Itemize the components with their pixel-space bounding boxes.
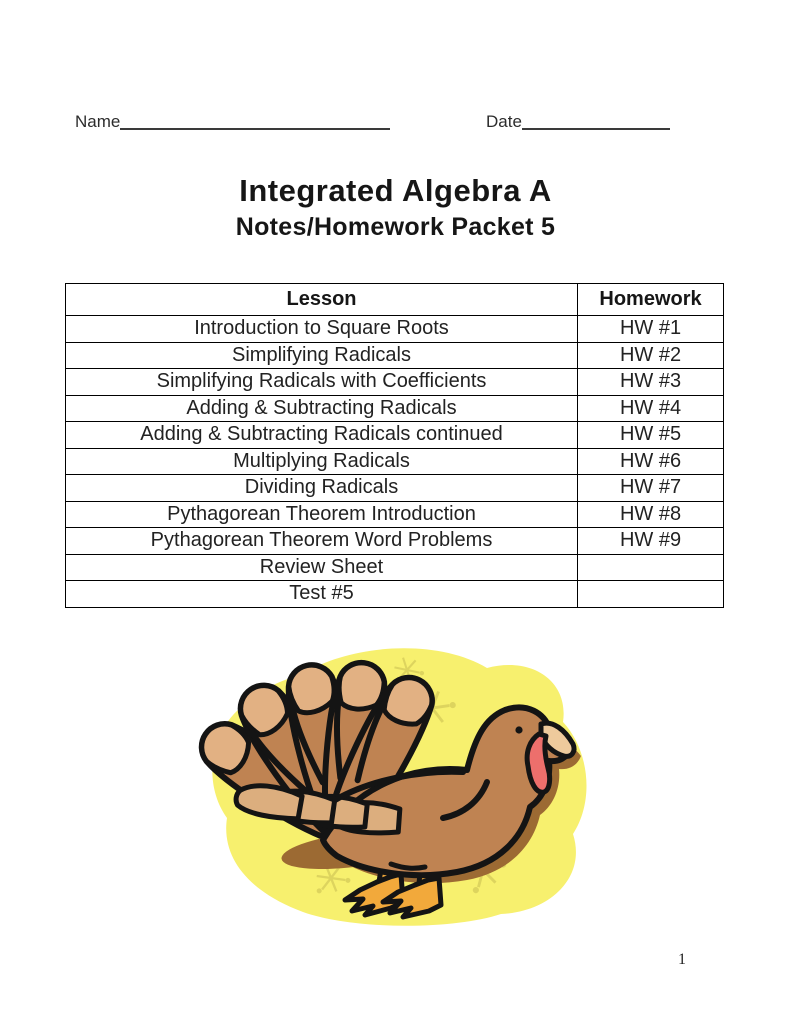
lesson-cell: Introduction to Square Roots [66,316,578,343]
table-row [66,581,724,608]
header-fill-row [0,112,791,138]
name-blank-line [120,112,390,130]
lesson-table [65,283,724,608]
lesson-cell: Test #5 [66,581,578,608]
lesson-column-header: Lesson [66,284,578,316]
lesson-cell: Simplifying Radicals with Coefficients [66,369,578,396]
table-row [66,422,724,449]
table-row [66,448,724,475]
title-block [0,172,791,242]
name-field [75,112,390,132]
lesson-cell: Pythagorean Theorem Introduction [66,501,578,528]
homework-cell: HW #8 [578,501,724,528]
table-row [66,554,724,581]
lesson-cell: Adding & Subtracting Radicals [66,395,578,422]
name-label: Name [75,112,121,131]
homework-cell: HW #9 [578,528,724,555]
table-row [66,395,724,422]
date-blank-line [522,112,670,130]
homework-cell: HW #6 [578,448,724,475]
eye [515,726,522,733]
homework-cell: HW #1 [578,316,724,343]
lesson-cell: Multiplying Radicals [66,448,578,475]
table-row [66,342,724,369]
homework-cell: HW #3 [578,369,724,396]
page-number: 1 [678,951,686,968]
lesson-cell: Dividing Radicals [66,475,578,502]
lesson-cell: Adding & Subtracting Radicals continued [66,422,578,449]
table-row [66,475,724,502]
date-label: Date [486,112,522,131]
date-field [486,112,670,132]
lesson-cell: Review Sheet [66,554,578,581]
page-subtitle: Notes/Homework Packet 5 [235,213,556,241]
table-row [66,528,724,555]
homework-cell: HW #4 [578,395,724,422]
lesson-cell: Pythagorean Theorem Word Problems [66,528,578,555]
table-row [66,316,724,343]
wattle [527,734,550,792]
homework-column-header: Homework [578,284,724,316]
table-row [66,369,724,396]
lesson-table-wrap [65,283,724,608]
lesson-cell: Simplifying Radicals [66,342,578,369]
table-row [66,501,724,528]
homework-cell [578,554,724,581]
turkey-clipart-svg [173,628,617,938]
homework-cell: HW #5 [578,422,724,449]
homework-cell [578,581,724,608]
homework-cell: HW #7 [578,475,724,502]
homework-cell: HW #2 [578,342,724,369]
table-header-row [66,284,724,316]
page-title: Integrated Algebra A [239,173,552,208]
turkey-illustration [173,628,617,938]
